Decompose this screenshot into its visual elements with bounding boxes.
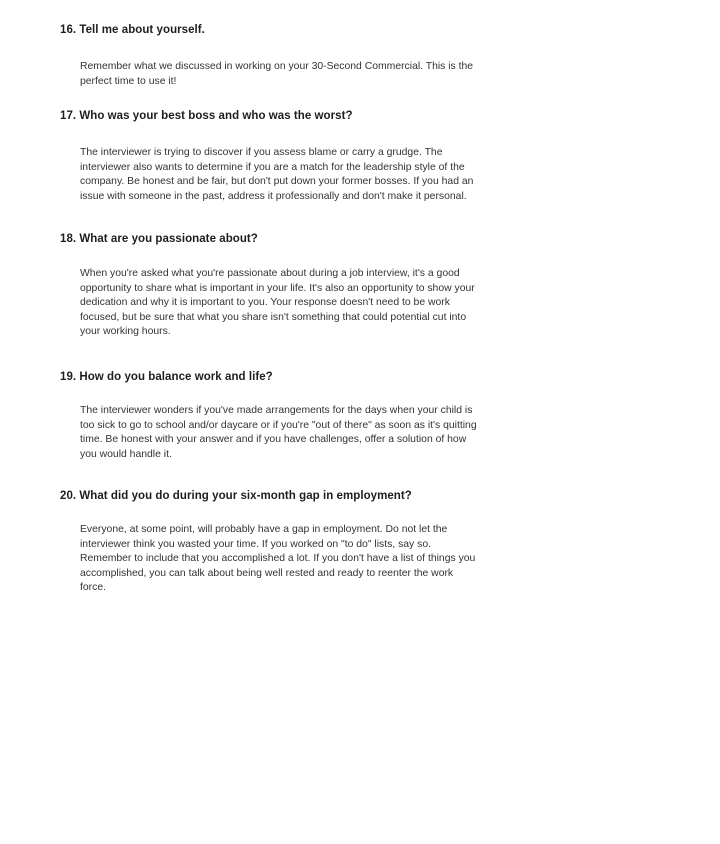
answer-line: interviewer also wants to determine if you are a match for the leadership style of the (80, 161, 465, 173)
answer-line: The interviewer wonders if you've made arrangements for the days when your child is (80, 405, 473, 416)
answer-line: interviewer think you wasted your time. If you worked on "to do" lists, say so. (80, 538, 431, 550)
answer-line: time. Be honest with your answer and if you have challenges, offer a solution of how (80, 434, 467, 446)
answer-line: perfect time to use it! (80, 75, 177, 87)
answer-line: force. (80, 582, 106, 594)
answer-line: Remember what we discussed in working on your 30-Second Commercial. This is the (80, 61, 474, 72)
answer-line: company. Be honest and be fair, but don't put down your former bosses. If you had an (80, 176, 474, 188)
answer-line: opportunity to share what is important in your life. It's also an opportunity to show your (80, 282, 475, 294)
question-heading: 20. What did you do during your six-month gap in employment? (60, 490, 412, 502)
answer-line: accomplished, you can talk about being well rested and ready to reenter the work (80, 567, 454, 579)
answer-line: you would handle it. (80, 448, 172, 460)
answer-line: your working hours. (80, 326, 171, 338)
answer-text (80, 523, 665, 596)
answer-line: issue with someone in the past, address it professionally and don't make it personal. (80, 190, 467, 202)
answer-line: When you're asked what you're passionate about during a job interview, it's a good (80, 268, 460, 279)
answer-text (80, 60, 665, 89)
answer-line: dedication and why it is important to you. Your response doesn't need to be work (80, 297, 450, 309)
answer-text (80, 146, 665, 204)
answer-text (80, 267, 665, 340)
answer-line: too sick to go to school and/or daycare or if you're "out of there" as soon as it's quitting (80, 419, 477, 431)
answer-line: Everyone, at some point, will probably have a gap in employment. Do not let the (80, 524, 448, 535)
question-heading: 18. What are you passionate about? (60, 233, 258, 245)
question-heading: 17. Who was your best boss and who was the worst? (60, 110, 353, 122)
question-heading: 16. Tell me about yourself. (60, 24, 205, 36)
answer-line: Remember to include that you accomplished a lot. If you don't have a list of things you (80, 553, 476, 565)
answer-line: focused, but be sure that what you share isn't something that could potential cut into (80, 311, 467, 323)
answer-line: The interviewer is trying to discover if you assess blame or carry a grudge. The (80, 147, 443, 158)
answer-text (80, 404, 665, 462)
question-heading: 19. How do you balance work and life? (60, 371, 273, 383)
